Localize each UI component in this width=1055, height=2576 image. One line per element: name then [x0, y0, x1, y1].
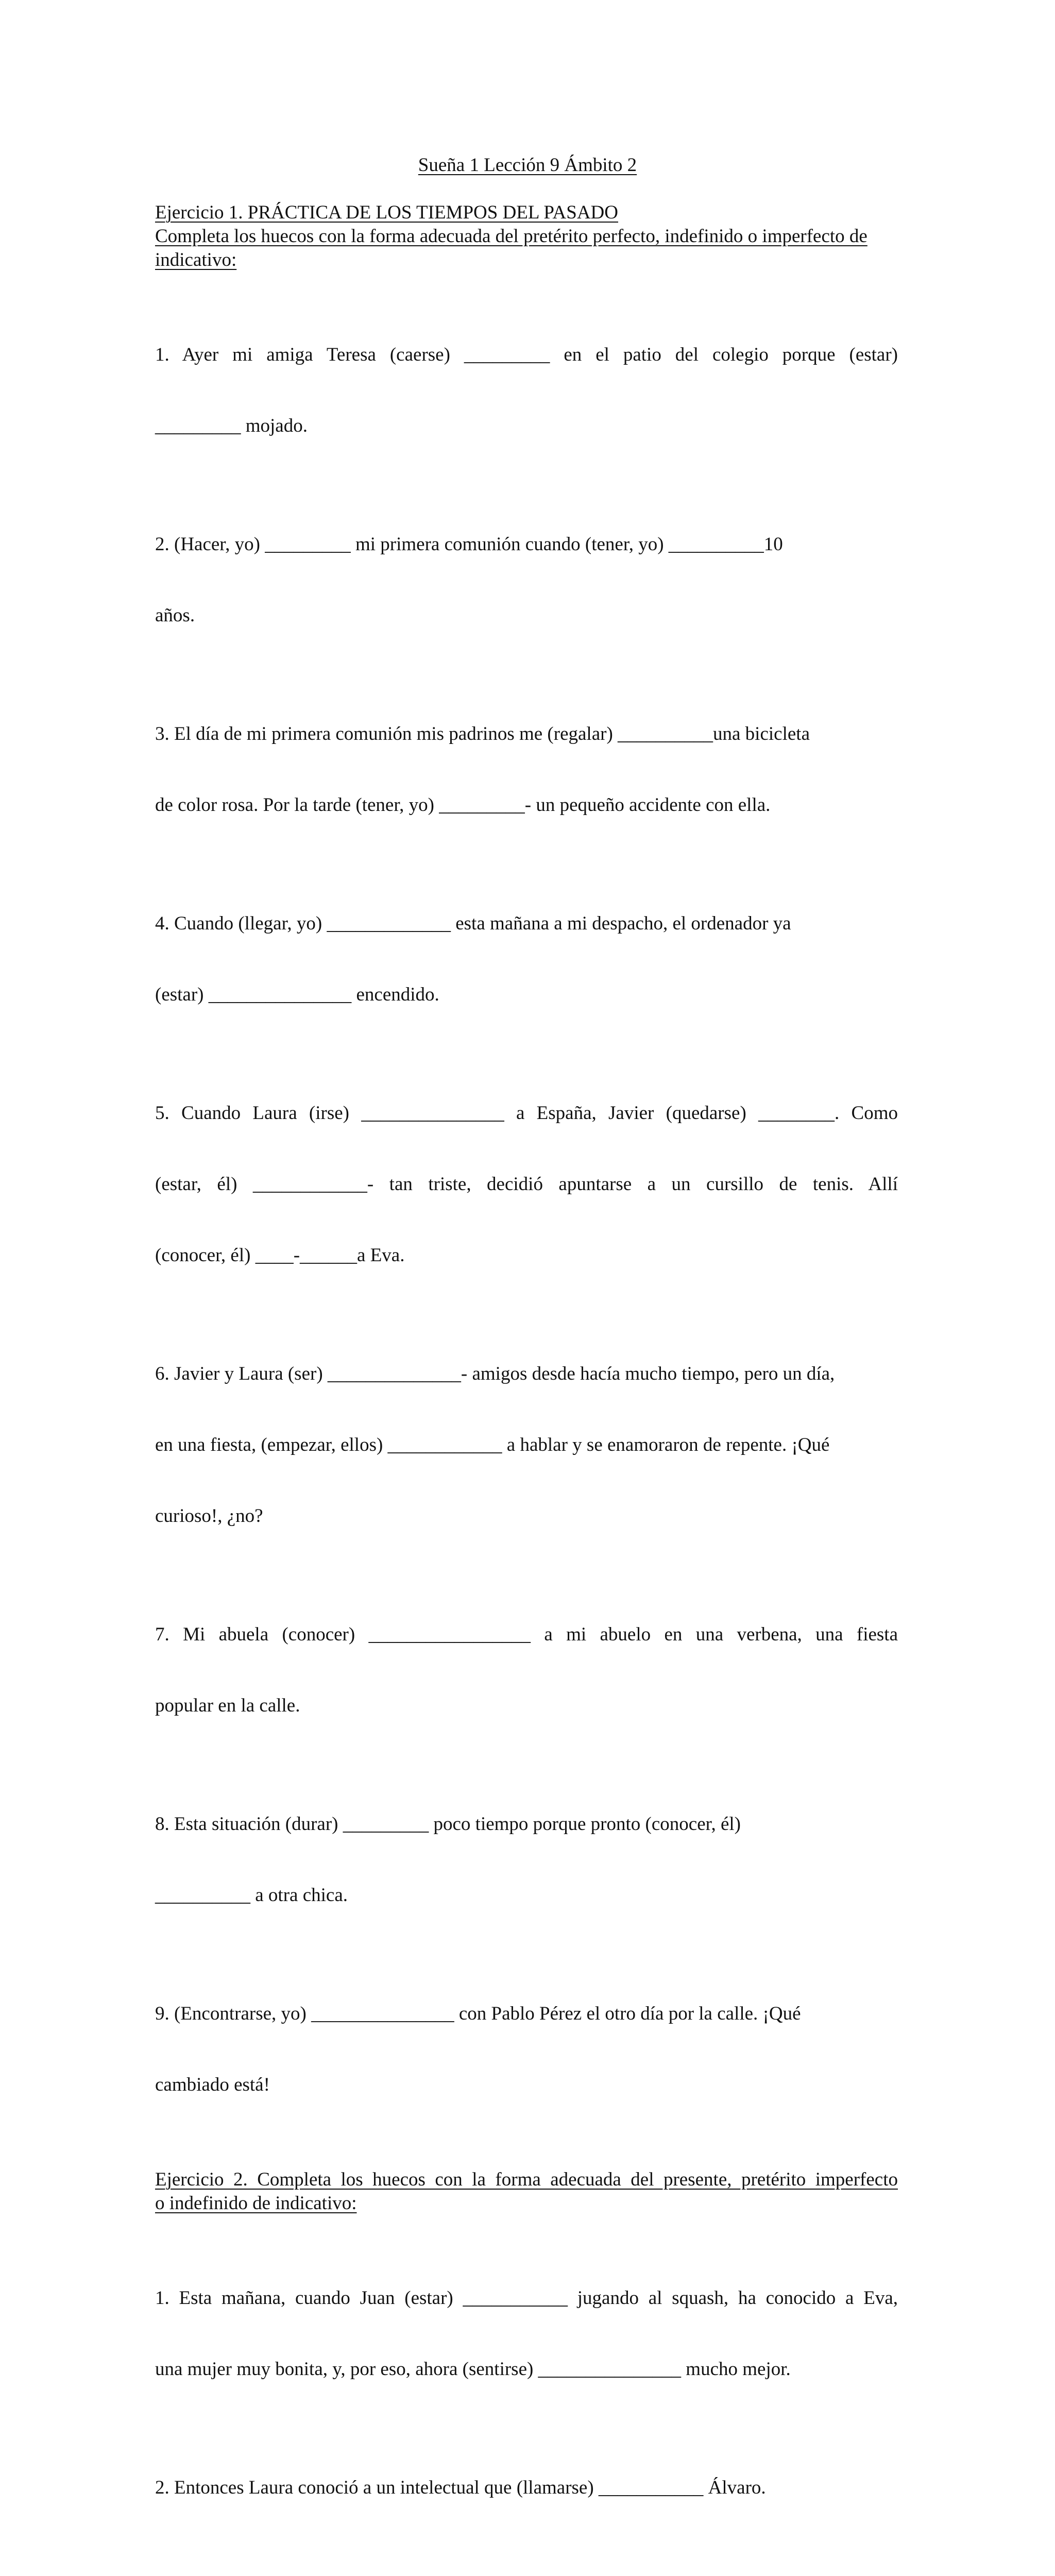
item-line: 5. Cuando Laura (irse) _______________ a España, Javier (quedarse) ________. Como [155, 1103, 898, 1124]
exercise2-item-3 [155, 2547, 898, 2576]
item-line: 1. Esta mañana, cuando Juan (estar) ___________ jugando al squash, ha conocido a Eva, [155, 2287, 898, 2309]
spacer [155, 2215, 898, 2239]
exercise2-heading-line: o indefinido de indicativo: [155, 2193, 357, 2214]
exercise1-item-7 [155, 1575, 898, 1765]
item-line: (estar) _______________ encendido. [155, 984, 439, 1005]
exercise1-heading: Ejercicio 1. PRÁCTICA DE LOS TIEMPOS DEL PASADO [155, 202, 619, 223]
item-line: 2. (Hacer, yo) _________ mi primera comunión cuando (tener, yo) __________10 [155, 534, 783, 555]
item-line: popular en la calle. [155, 1695, 300, 1716]
exercise1-item-2 [155, 485, 898, 675]
item-line: 3. El día de mi primera comunión mis padrinos me (regalar) __________una bicicleta [155, 723, 810, 744]
item-line: 1. Ayer mi amiga Teresa (caerse) _________ en el patio del colegio porque (estar) [155, 344, 898, 365]
spacer [155, 272, 898, 296]
item-line: 9. (Encontrarse, yo) _______________ con Pablo Pérez el otro día por la calle. ¡Qué [155, 2003, 801, 2024]
exercise1-item-5 [155, 1054, 898, 1315]
exercise1-item-1 [155, 296, 898, 485]
exercise1-item-4 [155, 865, 898, 1054]
exercise1-item-6 [155, 1315, 898, 1575]
exercise1-instructions-text: Completa los huecos con la forma adecuada del pretérito perfecto, indefinido o imperfecto de indicativo: [155, 226, 867, 270]
spacer [155, 2144, 898, 2168]
exercise2-item-2 [155, 2429, 898, 2547]
exercise1-item-3 [155, 675, 898, 865]
exercise1-item-8 [155, 1765, 898, 1955]
item-line: 2. Entonces Laura conoció a un intelectual que (llamarse) ___________ Álvaro. [155, 2477, 766, 2498]
worksheet-content [155, 201, 898, 2576]
item-line: (conocer, él) ____-______a Eva. [155, 1245, 405, 1266]
item-line: (estar, él) ____________- tan triste, decidió apuntarse a un cursillo de tenis. Allí [155, 1174, 898, 1195]
item-line: 8. Esta situación (durar) _________ poco tiempo porque pronto (conocer, él) [155, 1814, 741, 1835]
item-line: __________ a otra chica. [155, 1885, 348, 1906]
exercise1-instructions [155, 225, 898, 272]
item-line: en una fiesta, (empezar, ellos) ____________ a hablar y se enamoraron de repente. ¡Qué [155, 1434, 830, 1455]
exercise2-heading [155, 2168, 898, 2215]
exercise1-item-9 [155, 1955, 898, 2144]
item-line: de color rosa. Por la tarde (tener, yo) _________- un pequeño accidente con ella. [155, 794, 771, 816]
exercise2-item-1 [155, 2239, 898, 2429]
item-line: 6. Javier y Laura (ser) ______________- amigos desde hacía mucho tiempo, pero un día, [155, 1363, 835, 1384]
item-line: 7. Mi abuela (conocer) _________________ a mi abuelo en una verbena, una fiesta [155, 1624, 898, 1645]
exercise2-heading-line: Ejercicio 2. Completa los huecos con la forma adecuada del presente, pretérito imperfecto [155, 2169, 898, 2190]
worksheet-title: Sueña 1 Lección 9 Ámbito 2 [418, 155, 637, 176]
item-line: años. [155, 605, 195, 626]
item-line: _________ mojado. [155, 415, 308, 436]
item-line: 4. Cuando (llegar, yo) _____________ esta mañana a mi despacho, el ordenador ya [155, 913, 791, 934]
item-line: cambiado está! [155, 2074, 270, 2095]
item-line: una mujer muy bonita, y, por eso, ahora (sentirse) _______________ mucho mejor. [155, 2359, 791, 2380]
item-line: curioso!, ¿no? [155, 1505, 263, 1527]
